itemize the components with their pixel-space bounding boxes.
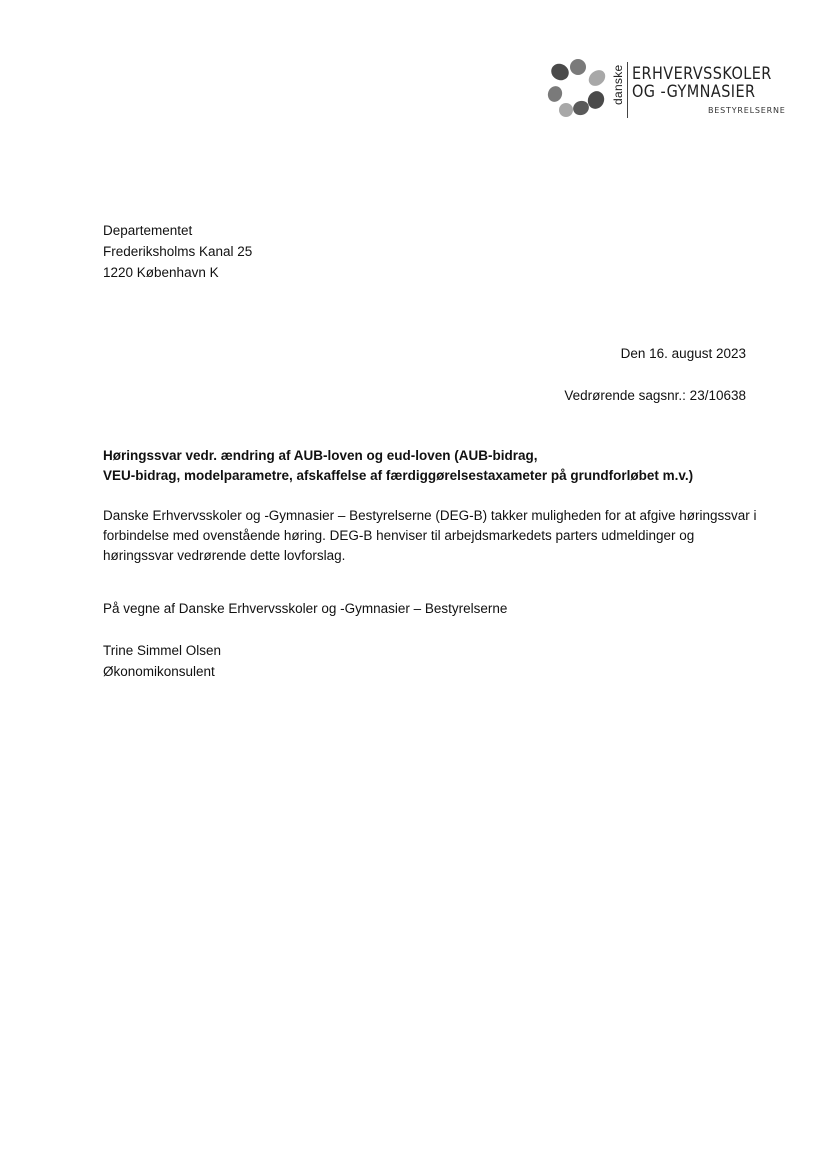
signatory-name: Trine Simmel Olsen bbox=[103, 643, 222, 658]
stones-logo-icon bbox=[546, 58, 610, 120]
recipient-name: Departementet bbox=[103, 223, 193, 238]
signature-block bbox=[103, 640, 221, 682]
body-line-2: forbindelse med ovenstående høring. DEG-B henviser til arbejdsmarkedets parters udmeldinger og bbox=[103, 528, 695, 543]
on-behalf-line: På vegne af Danske Erhvervsskoler og -Gymnasier – Bestyrelserne bbox=[103, 601, 508, 616]
body-line-3: høringssvar vedrørende dette lovforslag. bbox=[103, 548, 346, 563]
letter-body bbox=[103, 506, 763, 566]
logo-line-1: ERHVERVSSKOLER bbox=[632, 64, 772, 84]
subject-line-1: Høringssvar vedr. ændring af AUB-loven og eud-loven (AUB-bidrag, bbox=[103, 448, 538, 463]
recipient-street: Frederiksholms Kanal 25 bbox=[103, 244, 253, 259]
logo-subtitle: BESTYRELSERNE bbox=[708, 106, 786, 115]
body-line-1: Danske Erhvervsskoler og -Gymnasier – Bestyrelserne (DEG-B) takker muligheden for at afgive høringssvar i bbox=[103, 508, 757, 523]
case-reference: Vedrørende sagsnr.: 23/10638 bbox=[564, 388, 746, 403]
organization-logo bbox=[546, 56, 786, 126]
letter-date: Den 16. august 2023 bbox=[620, 346, 746, 361]
logo-divider bbox=[627, 62, 628, 118]
logo-danske-text: danske bbox=[611, 64, 625, 106]
recipient-address bbox=[103, 220, 252, 283]
recipient-city: 1220 København K bbox=[103, 265, 219, 280]
signatory-title: Økonomikonsulent bbox=[103, 664, 215, 679]
logo-line-2: OG -GYMNASIER bbox=[632, 82, 756, 102]
subject-line-2: VEU-bidrag, modelparametre, afskaffelse af færdiggørelsestaxameter på grundforløbet m.v.) bbox=[103, 468, 694, 483]
letter-subject bbox=[103, 446, 763, 486]
